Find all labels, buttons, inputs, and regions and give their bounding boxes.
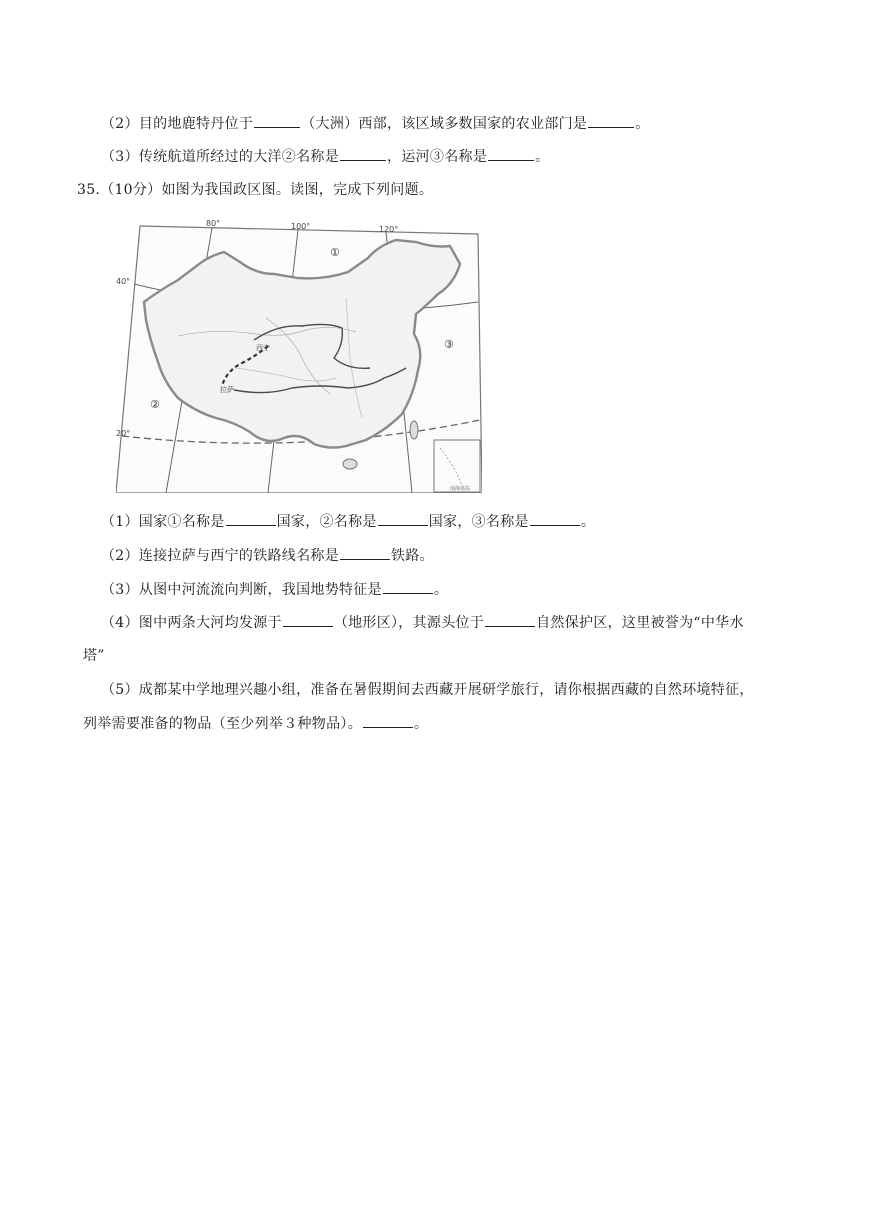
- sub2-text-2: 铁路。: [391, 548, 434, 564]
- label-lon-120: 120°: [379, 225, 399, 234]
- sub3-text-1: （3）从图中河流流向判断，我国地势特征是: [101, 582, 382, 598]
- sub1-text-3: 国家，③名称是: [428, 514, 529, 530]
- label-lon-80: 80°: [206, 219, 221, 228]
- question-35-4-cont: 塔”: [83, 648, 105, 664]
- sub4-text-2: （地形区），其源头位于: [333, 615, 485, 631]
- label-inset-note: 南海诸岛: [450, 486, 471, 492]
- answer-blank[interactable]: [283, 612, 333, 627]
- answer-blank[interactable]: [485, 612, 535, 627]
- answer-blank[interactable]: [588, 113, 634, 128]
- label-lon-100: 100°: [291, 222, 311, 231]
- sub4-text-1: （4）图中两条大河均发源于: [101, 615, 282, 631]
- label-country-2: ②: [150, 398, 160, 411]
- question-35-5-cont: [83, 713, 428, 734]
- answer-blank[interactable]: [378, 511, 428, 526]
- answer-blank[interactable]: [488, 146, 534, 161]
- label-lat-20: 20°: [116, 429, 131, 438]
- answer-blank[interactable]: [226, 511, 276, 526]
- label-city-lhasa: 拉萨: [220, 386, 234, 394]
- q2-text-2: （大洲）西部，该区域多数国家的农业部门是: [301, 116, 588, 132]
- question-35-5: （5）成都某中学地理兴趣小组，准备在暑假期间去西藏开展研学旅行，请你根据西藏的自然环境特征，: [101, 682, 754, 698]
- sub1-text-2: 国家，②名称是: [276, 514, 377, 530]
- question-35-stem: 35.（10分）如图为我国政区图。读图，完成下列问题。: [77, 182, 434, 198]
- q3-text-1: （3）传统航道所经过的大洋②名称是: [101, 149, 340, 165]
- question-35-3: [101, 579, 448, 600]
- answer-blank[interactable]: [363, 713, 413, 728]
- answer-blank[interactable]: [530, 511, 580, 526]
- q2-text-1: （2）目的地鹿特丹位于: [101, 116, 254, 132]
- question-35-1: [101, 511, 595, 532]
- sub2-text-1: （2）连接拉萨与西宁的铁路线名称是: [101, 548, 340, 564]
- label-country-3: ③: [444, 338, 454, 351]
- sub4-text-3: 自然保护区，这里被誉为“中华水: [536, 615, 744, 631]
- sub3-text-2: 。: [433, 582, 449, 598]
- q3-text-2: ，运河③名称是: [387, 149, 488, 165]
- sub5-text-1: 列举需要准备的物品（至少列举３种物品）。: [83, 716, 362, 732]
- china-political-map: [116, 218, 482, 493]
- question-2-line: [101, 113, 650, 134]
- sub1-text-4: 。: [580, 514, 596, 530]
- label-city-xining: 西宁: [256, 344, 270, 352]
- question-3-line: [101, 146, 549, 167]
- question-35-2: [101, 545, 434, 566]
- question-35-4: [101, 612, 744, 633]
- label-lat-40: 40°: [116, 277, 131, 286]
- sub1-text-1: （1）国家①名称是: [101, 514, 225, 530]
- answer-blank[interactable]: [383, 579, 433, 594]
- answer-blank[interactable]: [254, 113, 300, 128]
- sub5-text-2: 。: [414, 716, 429, 732]
- q2-text-3: 。: [635, 116, 650, 132]
- q3-text-3: 。: [535, 149, 550, 165]
- label-country-1: ①: [330, 246, 340, 259]
- answer-blank[interactable]: [340, 146, 386, 161]
- answer-blank[interactable]: [340, 545, 390, 560]
